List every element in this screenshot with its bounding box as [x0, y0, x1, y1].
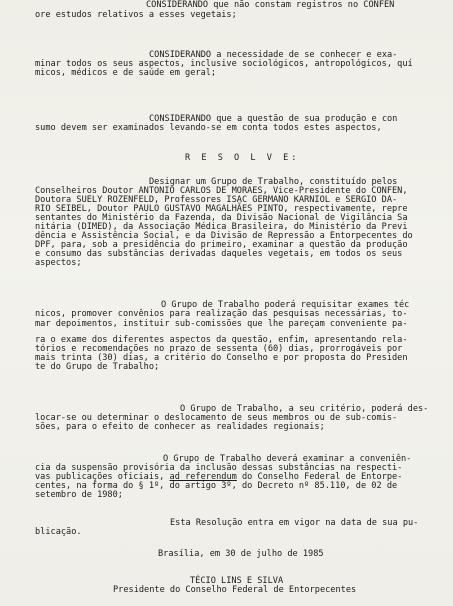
- art2-line-6: mais trinta (30) dias, a critério do Conselho e por proposta do Presiden: [35, 353, 408, 363]
- art4-line-3-start: vas publicações oficiais,: [35, 472, 165, 482]
- considerando-2-line-3: micos, médicos e de saúde em geral;: [35, 68, 217, 78]
- art3-line-2: locar-se ou determinar o deslocamento de seus membros ou de sub-comis-: [35, 413, 398, 423]
- art2-line-2: nicos, promover convênios para realização das pesquisas necessárias, to-: [35, 309, 408, 319]
- resolve-heading: R E S O L V E:: [185, 153, 300, 163]
- ad-referendum-term: ad referendum: [169, 472, 237, 482]
- considerando-2-line-2: minar todos os seus aspectos, inclusive sociológicos, antropológicos, quí: [35, 59, 413, 69]
- art3-line-3: sões, para o efeito de conhecer as realidades regionais;: [35, 422, 325, 432]
- place-date: Brasília, em 30 de julho de 1985: [158, 549, 324, 559]
- art1-line-6: nitária (DIMED), da Associação Médica Brasileira, do Ministério da Previ: [35, 222, 408, 232]
- art5-line-1: Esta Resolução entra em vigor na data de sua pu-: [170, 518, 419, 528]
- art2-line-3: mar depoimentos, instituir sub-comissões que lhe pareçam conveniente pa-: [35, 319, 408, 329]
- art1-line-5: sentantes do Ministério da Fazenda, da Divisão Nacional de Vigilância Sa: [35, 213, 408, 223]
- art1-line-7: dência e Assistência Social, e da Divisão de Repressão a Entorpecentes do: [35, 231, 413, 241]
- art2-line-5: tórios e recomendações no prazo de sessenta (60) dias, prorrogáveis por: [35, 344, 403, 354]
- art1-line-1: Designar um Grupo de Trabalho, constituído pelos: [149, 177, 398, 187]
- art1-line-4: RIO SEIBEL, Doutor PAULO GUSTAVO MAGALHÃES PINTO, respectivamente, repre: [35, 204, 408, 214]
- art4-line-2: cia da suspensão provisória da inclusão dessas substâncias na respecti-: [35, 463, 403, 473]
- art4-line-5: setembro de 1980;: [35, 490, 123, 500]
- art4-line-1: O Grupo de Trabalho deverá examinar a conveniên-: [163, 454, 412, 464]
- art5-line-2: blicação.: [35, 527, 82, 537]
- art1-line-9: e consumo das substâncias derivadas daqueles vegetais, em todos os seus: [35, 249, 403, 259]
- art2-line-1: O Grupo de Trabalho poderá requisitar exames téc: [161, 300, 410, 310]
- considerando-3-line-1: CONSIDERANDO que a questão de sua produção e con: [149, 114, 398, 124]
- considerando-2-line-1: CONSIDERANDO a necessidade de se conhecer e exa-: [149, 50, 398, 60]
- considerando-1-line-2: ore estudos relativos a esses vegetais;: [35, 10, 237, 20]
- considerando-3-line-2: sumo devem ser examinados levando-se em conta todos estes aspectos,: [35, 123, 382, 133]
- art1-line-3: Doutora SUELY ROZENFELD, Professores ISAC GERMANO KARNIOL e SERGIO DA-: [35, 195, 398, 205]
- art1-line-10: aspectos;: [35, 258, 82, 268]
- considerando-1-line-1: CONSIDERANDO que não constam registros no CONFEN: [146, 0, 395, 10]
- art2-line-7: te do Grupo de Trabalho;: [35, 362, 160, 372]
- art4-line-4: centes, na forma do § 1º, do artigo 3º, do Decreto nº 85.110, de 02 de: [35, 481, 398, 491]
- signatory-name: TÉCIO LINS E SILVA: [190, 576, 284, 586]
- art2-line-4: ra o exame dos diferentes aspectos da questão, enfim, apresentando rela-: [35, 335, 408, 345]
- art4-line-3-end: do Conselho Federal de Entorpe-: [242, 472, 403, 482]
- art1-line-8: DPF, para, sob a presidência do primeiro, examinar a questão da produção: [35, 240, 408, 250]
- art1-line-2: Conselheiros Doutor ANTONIO CARLOS DE MORAES, Vice-Presidente do CONFEN,: [35, 186, 408, 196]
- art3-line-1: O Grupo de Trabalho, a seu critério, poderá des-: [180, 404, 429, 414]
- signatory-title: Presidente do Conselho Federal de Entorpecentes: [113, 585, 357, 595]
